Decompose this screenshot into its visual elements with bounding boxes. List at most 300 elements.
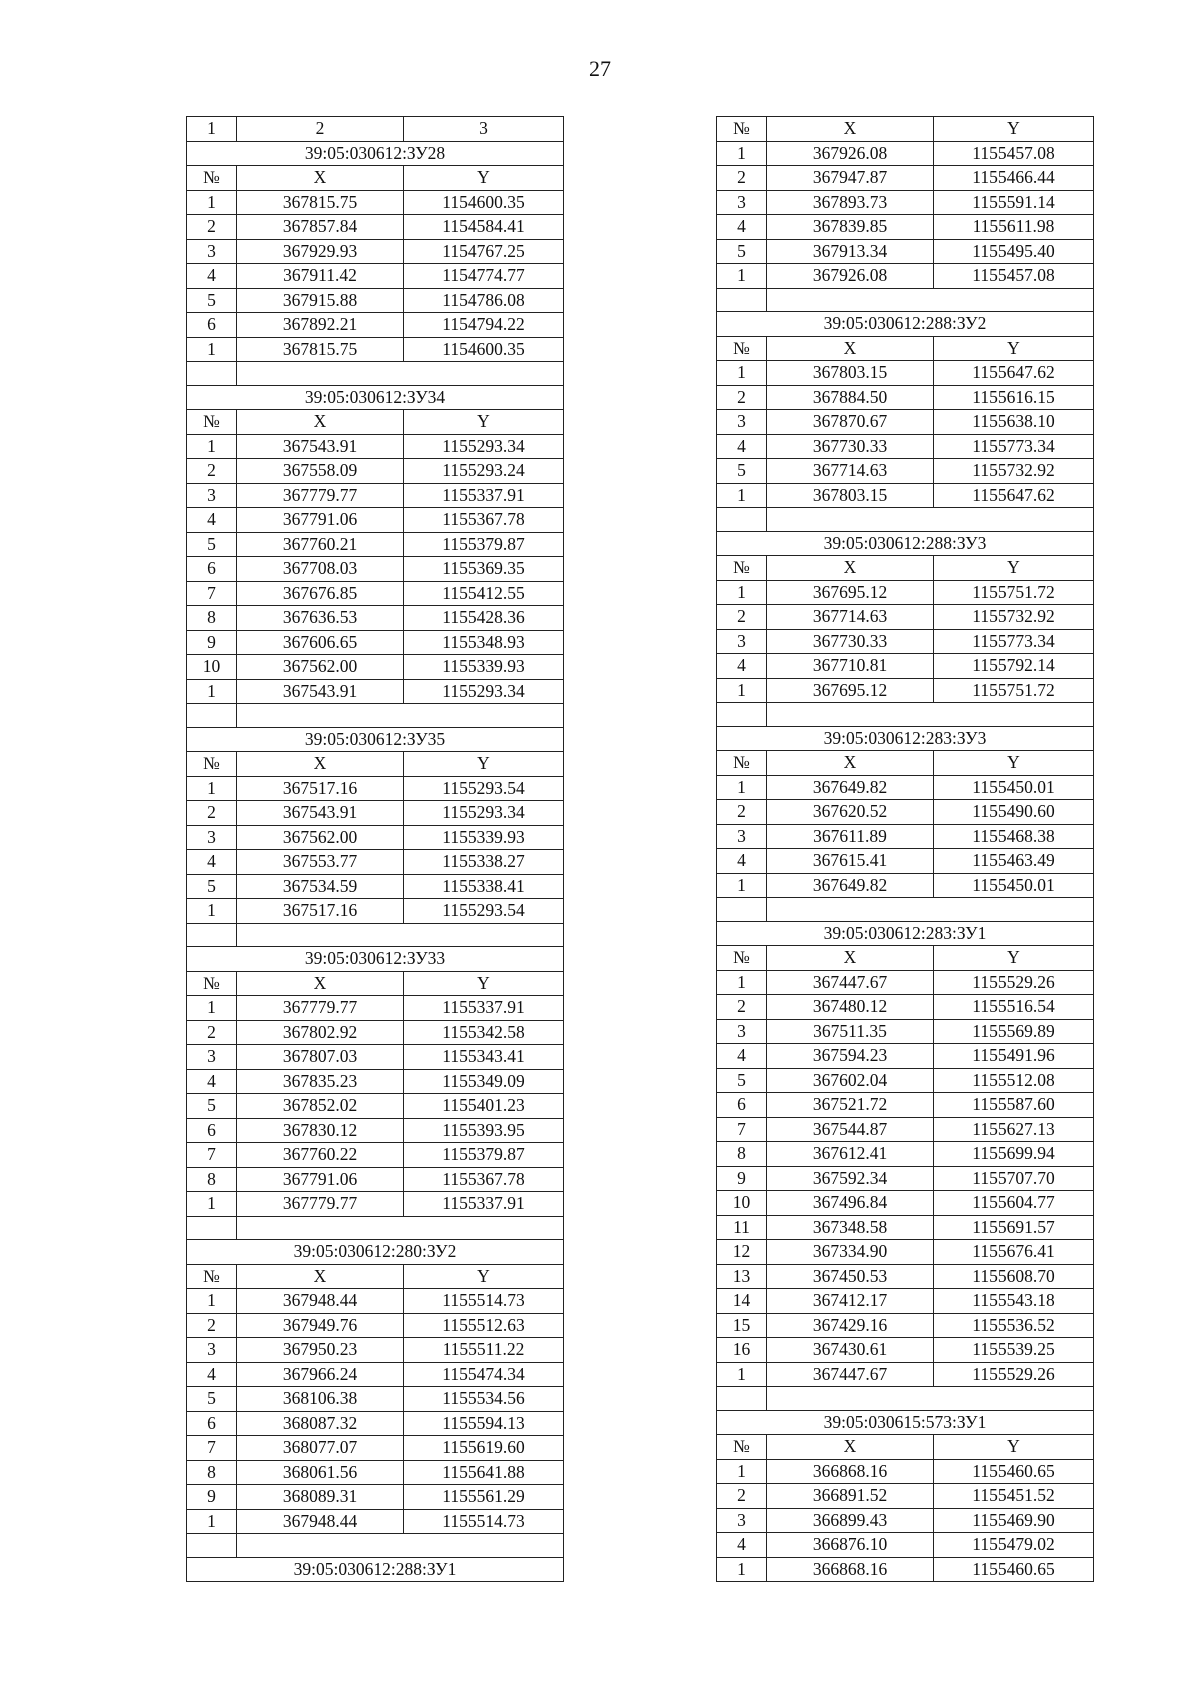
point-number-cell: №	[717, 1435, 767, 1460]
y-coordinate-cell: 1154794.22	[404, 313, 564, 338]
table-body-left	[187, 117, 564, 1582]
y-coordinate-cell: 1155338.27	[404, 850, 564, 875]
point-number-cell: 6	[717, 1093, 767, 1118]
table-row	[717, 1068, 1094, 1093]
point-number-cell: 2	[187, 1313, 237, 1338]
table-row	[717, 800, 1094, 825]
empty-cell	[187, 923, 237, 947]
x-coordinate-cell: 367802.92	[237, 1020, 404, 1045]
point-number-cell: №	[717, 117, 767, 142]
y-coordinate-cell: 1155511.22	[404, 1338, 564, 1363]
table-row	[187, 337, 564, 362]
table-row	[717, 970, 1094, 995]
y-coordinate-cell: Y	[404, 1264, 564, 1289]
table-row	[187, 1289, 564, 1314]
x-coordinate-cell: 367710.81	[767, 654, 934, 679]
x-coordinate-cell: 367966.24	[237, 1362, 404, 1387]
y-coordinate-cell: Y	[404, 410, 564, 435]
point-number-cell: 1	[187, 679, 237, 704]
table-row	[187, 899, 564, 924]
empty-cell	[237, 1216, 564, 1240]
table-row	[187, 1362, 564, 1387]
x-coordinate-cell: 367807.03	[237, 1045, 404, 1070]
table-row	[187, 996, 564, 1021]
y-coordinate-cell: 1155474.34	[404, 1362, 564, 1387]
y-coordinate-cell: 1155337.91	[404, 483, 564, 508]
point-number-cell: 5	[717, 239, 767, 264]
table-row	[187, 630, 564, 655]
point-number-cell: 8	[187, 1167, 237, 1192]
x-coordinate-cell: 367517.16	[237, 899, 404, 924]
empty-cell	[187, 704, 237, 728]
table-row	[187, 1313, 564, 1338]
x-coordinate-cell: 367791.06	[237, 1167, 404, 1192]
table-row	[187, 313, 564, 338]
x-coordinate-cell: 367447.67	[767, 970, 934, 995]
point-number-cell: 2	[717, 800, 767, 825]
y-coordinate-cell: 1155529.26	[934, 1362, 1094, 1387]
table-row	[717, 1044, 1094, 1069]
x-coordinate-cell: 367779.77	[237, 1192, 404, 1217]
x-coordinate-cell: X	[237, 166, 404, 191]
empty-cell	[767, 288, 1094, 312]
table-row	[717, 483, 1094, 508]
point-number-cell: 2	[717, 385, 767, 410]
point-number-cell: 1	[187, 337, 237, 362]
table-row	[187, 459, 564, 484]
table-row	[187, 655, 564, 680]
y-coordinate-cell: 1155594.13	[404, 1411, 564, 1436]
point-number-cell: №	[187, 1264, 237, 1289]
table-row	[187, 874, 564, 899]
point-number-cell: 1	[187, 190, 237, 215]
table-row	[187, 1069, 564, 1094]
table-row	[187, 1167, 564, 1192]
spacer-row	[717, 508, 1094, 532]
point-number-cell: 4	[717, 849, 767, 874]
spacer-row	[717, 898, 1094, 922]
y-coordinate-cell: 1155338.41	[404, 874, 564, 899]
parcel-cadastral-number: 39:05:030612:ЗУ33	[187, 947, 564, 972]
x-coordinate-cell: 368061.56	[237, 1460, 404, 1485]
point-number-cell: 2	[187, 459, 237, 484]
table-row	[717, 410, 1094, 435]
y-coordinate-cell: 1155534.56	[404, 1387, 564, 1412]
y-coordinate-cell: 1155479.02	[934, 1533, 1094, 1558]
point-number-cell: 6	[187, 1411, 237, 1436]
table-row	[717, 849, 1094, 874]
x-coordinate-cell: 367730.33	[767, 434, 934, 459]
point-number-cell: 2	[717, 1484, 767, 1509]
table-row	[717, 1215, 1094, 1240]
point-number-cell: 9	[187, 1485, 237, 1510]
point-number-cell: 3	[717, 629, 767, 654]
y-coordinate-cell: 1155699.94	[934, 1142, 1094, 1167]
table-row	[717, 1362, 1094, 1387]
point-number-cell: 15	[717, 1313, 767, 1338]
y-coordinate-cell: 1155457.08	[934, 264, 1094, 289]
y-coordinate-cell: 1155367.78	[404, 508, 564, 533]
point-number-cell: 6	[187, 557, 237, 582]
point-number-cell: 9	[187, 630, 237, 655]
point-number-cell: 2	[187, 801, 237, 826]
table-row	[187, 825, 564, 850]
x-coordinate-cell: 367803.15	[767, 361, 934, 386]
point-number-cell: 2	[187, 1020, 237, 1045]
table-row	[187, 1045, 564, 1070]
parcel-cadastral-number: 39:05:030612:283:ЗУ3	[717, 726, 1094, 751]
point-number-cell: 4	[187, 1362, 237, 1387]
point-number-cell: 3	[717, 824, 767, 849]
x-coordinate-cell: 368077.07	[237, 1436, 404, 1461]
point-number-cell: №	[187, 971, 237, 996]
point-number-cell: 1	[187, 117, 237, 142]
x-coordinate-cell: X	[237, 410, 404, 435]
y-coordinate-cell: 1155539.25	[934, 1338, 1094, 1363]
coordinates-table-right	[716, 116, 1094, 1582]
y-coordinate-cell: 1155293.34	[404, 801, 564, 826]
table-row	[717, 1240, 1094, 1265]
table-row	[187, 1436, 564, 1461]
y-coordinate-cell: 1155591.14	[934, 190, 1094, 215]
y-coordinate-cell: 1155608.70	[934, 1264, 1094, 1289]
point-number-cell: 1	[717, 141, 767, 166]
y-coordinate-cell: Y	[934, 946, 1094, 971]
x-coordinate-cell: 367543.91	[237, 679, 404, 704]
x-coordinate-cell: 367893.73	[767, 190, 934, 215]
y-coordinate-cell: 1155647.62	[934, 361, 1094, 386]
table-row	[187, 1192, 564, 1217]
table-row	[187, 776, 564, 801]
table-row	[717, 239, 1094, 264]
x-coordinate-cell: 367714.63	[767, 459, 934, 484]
y-coordinate-cell: 1155343.41	[404, 1045, 564, 1070]
y-coordinate-cell: 1155604.77	[934, 1191, 1094, 1216]
y-coordinate-cell: 1155349.09	[404, 1069, 564, 1094]
y-coordinate-cell: 1155611.98	[934, 215, 1094, 240]
x-coordinate-cell: X	[237, 752, 404, 777]
y-coordinate-cell: 1155616.15	[934, 385, 1094, 410]
x-coordinate-cell: 367839.85	[767, 215, 934, 240]
point-number-cell: 5	[187, 874, 237, 899]
x-coordinate-cell: 367708.03	[237, 557, 404, 582]
x-coordinate-cell: 367606.65	[237, 630, 404, 655]
y-coordinate-cell: 1155379.87	[404, 1143, 564, 1168]
spacer-row	[187, 1216, 564, 1240]
table-row	[717, 1289, 1094, 1314]
x-coordinate-cell: 367779.77	[237, 996, 404, 1021]
empty-cell	[717, 508, 767, 532]
x-coordinate-cell: 367911.42	[237, 264, 404, 289]
x-coordinate-cell: 367949.76	[237, 1313, 404, 1338]
x-coordinate-cell: 367558.09	[237, 459, 404, 484]
table-row	[717, 1313, 1094, 1338]
table-row	[187, 410, 564, 435]
point-number-cell: №	[187, 166, 237, 191]
table-row	[717, 1533, 1094, 1558]
point-number-cell: №	[717, 751, 767, 776]
point-number-cell: 11	[717, 1215, 767, 1240]
y-coordinate-cell: 1155348.93	[404, 630, 564, 655]
table-row	[717, 166, 1094, 191]
point-number-cell: 3	[187, 1045, 237, 1070]
spacer-row	[717, 703, 1094, 727]
point-number-cell: 5	[187, 288, 237, 313]
x-coordinate-cell: 367511.35	[767, 1019, 934, 1044]
empty-cell	[767, 508, 1094, 532]
y-coordinate-cell: 1155543.18	[934, 1289, 1094, 1314]
x-coordinate-cell: X	[767, 556, 934, 581]
table-row	[717, 605, 1094, 630]
y-coordinate-cell: 1154774.77	[404, 264, 564, 289]
empty-cell	[767, 898, 1094, 922]
point-number-cell: 12	[717, 1240, 767, 1265]
y-coordinate-cell: 1155514.73	[404, 1289, 564, 1314]
point-number-cell: 10	[187, 655, 237, 680]
x-coordinate-cell: 367948.44	[237, 1509, 404, 1534]
x-coordinate-cell: 367334.90	[767, 1240, 934, 1265]
table-row	[187, 679, 564, 704]
y-coordinate-cell: 1155379.87	[404, 532, 564, 557]
point-number-cell: 1	[717, 775, 767, 800]
x-coordinate-cell: 367615.41	[767, 849, 934, 874]
point-number-cell: 6	[187, 313, 237, 338]
y-coordinate-cell: 1155428.36	[404, 606, 564, 631]
x-coordinate-cell: X	[767, 1435, 934, 1460]
table-row	[187, 606, 564, 631]
table-row	[717, 1459, 1094, 1484]
point-number-cell: 8	[187, 1460, 237, 1485]
table-row	[187, 1118, 564, 1143]
parcel-cadastral-number: 39:05:030612:288:ЗУ1	[187, 1557, 564, 1582]
y-coordinate-cell: 1154786.08	[404, 288, 564, 313]
x-coordinate-cell: 367695.12	[767, 678, 934, 703]
x-coordinate-cell: 367543.91	[237, 434, 404, 459]
x-coordinate-cell: X	[237, 1264, 404, 1289]
y-coordinate-cell: 1155339.93	[404, 825, 564, 850]
x-coordinate-cell: 367857.84	[237, 215, 404, 240]
y-coordinate-cell: 1155450.01	[934, 873, 1094, 898]
point-number-cell: 4	[717, 654, 767, 679]
y-coordinate-cell: 1155512.08	[934, 1068, 1094, 1093]
y-coordinate-cell: Y	[934, 556, 1094, 581]
x-coordinate-cell: 367649.82	[767, 873, 934, 898]
spacer-row	[717, 1387, 1094, 1411]
y-coordinate-cell: 1155469.90	[934, 1508, 1094, 1533]
x-coordinate-cell: 367348.58	[767, 1215, 934, 1240]
table-row	[717, 434, 1094, 459]
point-number-cell: 4	[187, 1069, 237, 1094]
x-coordinate-cell: 367915.88	[237, 288, 404, 313]
table-row	[717, 1264, 1094, 1289]
x-coordinate-cell: 367714.63	[767, 605, 934, 630]
table-row	[717, 946, 1094, 971]
point-number-cell: 14	[717, 1289, 767, 1314]
x-coordinate-cell: 367791.06	[237, 508, 404, 533]
table-row	[717, 1019, 1094, 1044]
x-coordinate-cell: 367594.23	[767, 1044, 934, 1069]
y-coordinate-cell: 1155751.72	[934, 678, 1094, 703]
y-coordinate-cell: 1154767.25	[404, 239, 564, 264]
point-number-cell: 5	[187, 1387, 237, 1412]
empty-cell	[717, 898, 767, 922]
table-row	[717, 629, 1094, 654]
y-coordinate-cell: 1155587.60	[934, 1093, 1094, 1118]
x-coordinate-cell: 368106.38	[237, 1387, 404, 1412]
point-number-cell: 3	[187, 1338, 237, 1363]
y-coordinate-cell: 1155460.65	[934, 1459, 1094, 1484]
y-coordinate-cell: 1155339.93	[404, 655, 564, 680]
parcel-title-row	[187, 947, 564, 972]
table-row	[717, 1166, 1094, 1191]
point-number-cell: 1	[717, 1557, 767, 1582]
y-coordinate-cell: 1155337.91	[404, 1192, 564, 1217]
x-coordinate-cell: 367803.15	[767, 483, 934, 508]
x-coordinate-cell: 367562.00	[237, 825, 404, 850]
point-number-cell: 7	[187, 581, 237, 606]
table-row	[717, 117, 1094, 142]
empty-cell	[237, 923, 564, 947]
parcel-title-row	[187, 1240, 564, 1265]
y-coordinate-cell: 1155514.73	[404, 1509, 564, 1534]
y-coordinate-cell: 1155293.34	[404, 434, 564, 459]
empty-cell	[237, 704, 564, 728]
point-number-cell: 4	[717, 434, 767, 459]
point-number-cell: 3	[717, 1508, 767, 1533]
point-number-cell: 1	[187, 1509, 237, 1534]
x-coordinate-cell: 368089.31	[237, 1485, 404, 1510]
parcel-title-row	[187, 141, 564, 166]
point-number-cell: 5	[717, 1068, 767, 1093]
y-coordinate-cell: 1155732.92	[934, 605, 1094, 630]
y-coordinate-cell: 3	[404, 117, 564, 142]
y-coordinate-cell: 1155773.34	[934, 434, 1094, 459]
x-coordinate-cell: 367553.77	[237, 850, 404, 875]
y-coordinate-cell: 1155293.54	[404, 899, 564, 924]
y-coordinate-cell: Y	[934, 117, 1094, 142]
y-coordinate-cell: 1155293.34	[404, 679, 564, 704]
point-number-cell: 8	[717, 1142, 767, 1167]
point-number-cell: 3	[187, 239, 237, 264]
point-number-cell: 4	[717, 215, 767, 240]
page-number: 27	[589, 56, 611, 81]
table-row	[187, 581, 564, 606]
x-coordinate-cell: 367676.85	[237, 581, 404, 606]
point-number-cell: 1	[187, 1192, 237, 1217]
point-number-cell: 2	[717, 166, 767, 191]
y-coordinate-cell: 1155468.38	[934, 824, 1094, 849]
point-number-cell: 3	[717, 1019, 767, 1044]
y-coordinate-cell: 1155691.57	[934, 1215, 1094, 1240]
y-coordinate-cell: 1155516.54	[934, 995, 1094, 1020]
point-number-cell: 1	[717, 264, 767, 289]
point-number-cell: 1	[717, 1362, 767, 1387]
parcel-cadastral-number: 39:05:030612:ЗУ34	[187, 385, 564, 410]
x-coordinate-cell: 367544.87	[767, 1117, 934, 1142]
x-coordinate-cell: X	[237, 971, 404, 996]
point-number-cell: №	[187, 752, 237, 777]
x-coordinate-cell: 366868.16	[767, 1459, 934, 1484]
spacer-row	[187, 1534, 564, 1558]
point-number-cell: №	[717, 946, 767, 971]
point-number-cell: 2	[717, 995, 767, 1020]
x-coordinate-cell: 366868.16	[767, 1557, 934, 1582]
y-coordinate-cell: 1155627.13	[934, 1117, 1094, 1142]
spacer-row	[187, 362, 564, 386]
point-number-cell: 4	[187, 508, 237, 533]
table-row	[717, 1557, 1094, 1582]
table-row	[187, 483, 564, 508]
table-row	[187, 190, 564, 215]
parcel-title-row	[717, 531, 1094, 556]
empty-cell	[767, 703, 1094, 727]
y-coordinate-cell: 1155792.14	[934, 654, 1094, 679]
empty-cell	[237, 362, 564, 386]
point-number-cell: 16	[717, 1338, 767, 1363]
point-number-cell: 1	[187, 1289, 237, 1314]
table-row	[717, 1191, 1094, 1216]
x-coordinate-cell: 367450.53	[767, 1264, 934, 1289]
table-row	[717, 459, 1094, 484]
x-coordinate-cell: 367612.41	[767, 1142, 934, 1167]
point-number-cell: №	[717, 556, 767, 581]
x-coordinate-cell: 367815.75	[237, 337, 404, 362]
x-coordinate-cell: 367517.16	[237, 776, 404, 801]
table-row	[187, 1338, 564, 1363]
table-row	[187, 264, 564, 289]
x-coordinate-cell: 367649.82	[767, 775, 934, 800]
x-coordinate-cell: 367521.72	[767, 1093, 934, 1118]
y-coordinate-cell: 1155457.08	[934, 141, 1094, 166]
point-number-cell: 2	[717, 605, 767, 630]
x-coordinate-cell: 367429.16	[767, 1313, 934, 1338]
table-row	[717, 1117, 1094, 1142]
point-number-cell: 3	[187, 825, 237, 850]
parcel-cadastral-number: 39:05:030612:288:ЗУ2	[717, 312, 1094, 337]
table-row	[187, 532, 564, 557]
table-row	[187, 434, 564, 459]
point-number-cell: 2	[187, 215, 237, 240]
table-row	[717, 141, 1094, 166]
y-coordinate-cell: 1155401.23	[404, 1094, 564, 1119]
x-coordinate-cell: 367730.33	[767, 629, 934, 654]
x-coordinate-cell: 367412.17	[767, 1289, 934, 1314]
y-coordinate-cell: Y	[404, 971, 564, 996]
parcel-title-row	[717, 1410, 1094, 1435]
x-coordinate-cell: 367496.84	[767, 1191, 934, 1216]
x-coordinate-cell: 367543.91	[237, 801, 404, 826]
y-coordinate-cell: 1155369.35	[404, 557, 564, 582]
point-number-cell: 4	[717, 1533, 767, 1558]
x-coordinate-cell: 367636.53	[237, 606, 404, 631]
x-coordinate-cell: 367430.61	[767, 1338, 934, 1363]
table-row	[187, 971, 564, 996]
table-row	[717, 1142, 1094, 1167]
point-number-cell: 7	[717, 1117, 767, 1142]
x-coordinate-cell: 367534.59	[237, 874, 404, 899]
x-coordinate-cell: 367760.22	[237, 1143, 404, 1168]
x-coordinate-cell: 367592.34	[767, 1166, 934, 1191]
table-row	[187, 1460, 564, 1485]
x-coordinate-cell: 367947.87	[767, 166, 934, 191]
x-coordinate-cell: X	[767, 117, 934, 142]
table-row	[717, 556, 1094, 581]
x-coordinate-cell: 367480.12	[767, 995, 934, 1020]
spacer-row	[187, 923, 564, 947]
point-number-cell: 4	[187, 850, 237, 875]
table-row	[187, 557, 564, 582]
x-coordinate-cell: 366891.52	[767, 1484, 934, 1509]
